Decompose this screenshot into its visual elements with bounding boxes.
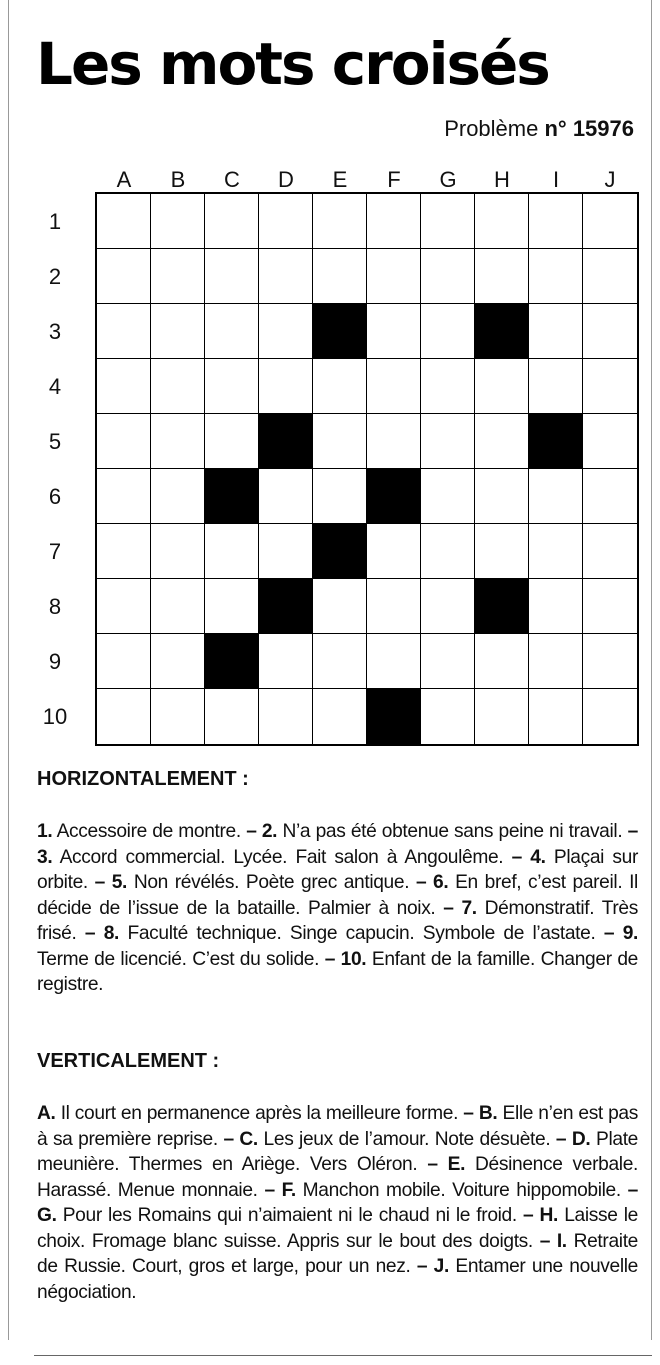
black-cell-c9 bbox=[205, 634, 259, 689]
cell-e1[interactable] bbox=[313, 194, 367, 249]
horizontal-clue-number: 5. bbox=[111, 872, 128, 893]
cell-d3[interactable] bbox=[259, 304, 313, 359]
clue-separator: – bbox=[410, 1256, 434, 1277]
cell-g10[interactable] bbox=[421, 689, 475, 744]
column-label-g: G bbox=[439, 167, 457, 192]
row-label-6: 6 bbox=[48, 484, 62, 509]
clue-separator: – bbox=[319, 948, 341, 970]
cell-e6[interactable] bbox=[313, 469, 367, 524]
horizontal-clue-text: Accessoire de montre. bbox=[56, 821, 241, 842]
cell-j3[interactable] bbox=[583, 304, 637, 359]
cell-a9[interactable] bbox=[97, 634, 151, 689]
cell-i9[interactable] bbox=[529, 634, 583, 689]
vertical-clue-text: Pour les Romains qui n’aimaient ni le chaud ni le froid. bbox=[62, 1205, 517, 1226]
cell-j7[interactable] bbox=[583, 524, 637, 579]
vertical-clue-number: A. bbox=[37, 1103, 56, 1124]
cell-a4[interactable] bbox=[97, 359, 151, 414]
cell-b10[interactable] bbox=[151, 689, 205, 744]
cell-g3[interactable] bbox=[421, 304, 475, 359]
cell-a2[interactable] bbox=[97, 249, 151, 304]
vertical-clue-text: Les jeux de l’amour. Note désuète. bbox=[263, 1128, 551, 1150]
cell-c1[interactable] bbox=[205, 194, 259, 249]
cell-d1[interactable] bbox=[259, 194, 313, 249]
cell-c4[interactable] bbox=[205, 359, 259, 414]
black-cell-c6 bbox=[205, 469, 259, 524]
vertical-clue-text: Elle n’en est pas à sa première reprise. bbox=[37, 1103, 638, 1150]
cell-g7[interactable] bbox=[421, 524, 475, 579]
vertical-clue-number: G. bbox=[37, 1205, 57, 1226]
black-cell-d5 bbox=[259, 414, 313, 469]
cell-f5[interactable] bbox=[367, 414, 421, 469]
vertical-clues bbox=[37, 1101, 638, 1305]
clue-separator: – bbox=[409, 872, 434, 893]
horizontal-clue-number: 9. bbox=[622, 923, 638, 944]
column-label-j: J bbox=[604, 167, 616, 192]
cell-h10[interactable] bbox=[475, 689, 529, 744]
clue-separator: – bbox=[87, 872, 112, 893]
clue-separator: – bbox=[503, 846, 531, 868]
cell-d2[interactable] bbox=[259, 249, 313, 304]
column-label-d: D bbox=[278, 167, 294, 192]
black-cell-h3 bbox=[475, 304, 529, 359]
horizontal-clue-text: Faculté technique. Singe capucin. Symbole de l’astate. bbox=[127, 923, 596, 944]
clue-separator: – bbox=[620, 1179, 638, 1201]
cell-g5[interactable] bbox=[421, 414, 475, 469]
cell-h9[interactable] bbox=[475, 634, 529, 689]
vertical-clue-text: Désinence verbale. Harassé. Menue monnaie. bbox=[37, 1154, 638, 1201]
cell-g1[interactable] bbox=[421, 194, 475, 249]
cell-b6[interactable] bbox=[151, 469, 205, 524]
cell-c2[interactable] bbox=[205, 249, 259, 304]
cell-a10[interactable] bbox=[97, 689, 151, 744]
horizontal-clue-number: 6. bbox=[433, 872, 449, 893]
black-cell-i5 bbox=[529, 414, 583, 469]
cell-i2[interactable] bbox=[529, 249, 583, 304]
column-label-e: E bbox=[332, 167, 348, 192]
row-label-1: 1 bbox=[48, 209, 62, 234]
cell-f2[interactable] bbox=[367, 249, 421, 304]
cell-c10[interactable] bbox=[205, 689, 259, 744]
column-label-c: C bbox=[224, 167, 240, 192]
vertical-clue-number: I. bbox=[556, 1230, 567, 1252]
clue-separator: – bbox=[217, 1128, 240, 1150]
cell-i3[interactable] bbox=[529, 304, 583, 359]
vertical-clue-number: E. bbox=[447, 1154, 466, 1175]
cell-j2[interactable] bbox=[583, 249, 637, 304]
row-label-3: 3 bbox=[48, 319, 62, 344]
cell-b7[interactable] bbox=[151, 524, 205, 579]
cell-f7[interactable] bbox=[367, 524, 421, 579]
right-rule bbox=[651, 0, 652, 1340]
row-label-10: 10 bbox=[42, 704, 68, 729]
cell-h5[interactable] bbox=[475, 414, 529, 469]
vertical-clue-text: Plate meunière. Thermes en Ariège. Vers Oléron. bbox=[37, 1128, 638, 1175]
cell-a6[interactable] bbox=[97, 469, 151, 524]
clue-separator: – bbox=[76, 923, 104, 944]
cell-j1[interactable] bbox=[583, 194, 637, 249]
horizontal-clue-text: Non révélés. Poète grec antique. bbox=[133, 872, 410, 893]
cell-b2[interactable] bbox=[151, 249, 205, 304]
cell-d7[interactable] bbox=[259, 524, 313, 579]
clue-separator: – bbox=[532, 1230, 557, 1252]
cell-g4[interactable] bbox=[421, 359, 475, 414]
cell-d10[interactable] bbox=[259, 689, 313, 744]
clue-separator: – bbox=[435, 897, 462, 919]
cell-c7[interactable] bbox=[205, 524, 259, 579]
cell-f9[interactable] bbox=[367, 634, 421, 689]
cell-c5[interactable] bbox=[205, 414, 259, 469]
horizontal-clue-number: 10. bbox=[340, 948, 367, 970]
black-cell-f6 bbox=[367, 469, 421, 524]
cell-i1[interactable] bbox=[529, 194, 583, 249]
cell-e4[interactable] bbox=[313, 359, 367, 414]
column-label-a: A bbox=[116, 167, 132, 192]
vertical-clue-number: H. bbox=[539, 1205, 559, 1226]
row-label-2: 2 bbox=[48, 264, 62, 289]
horizontal-clues bbox=[37, 819, 638, 998]
clue-separator: – bbox=[550, 1128, 572, 1150]
vertical-clue-number: D. bbox=[571, 1128, 591, 1150]
cell-h1[interactable] bbox=[475, 194, 529, 249]
cell-i8[interactable] bbox=[529, 579, 583, 634]
horizontal-clue-number: 4. bbox=[530, 846, 546, 868]
row-labels bbox=[30, 194, 90, 744]
vertical-clue-number: F. bbox=[281, 1179, 296, 1201]
row-label-5: 5 bbox=[48, 429, 62, 454]
cell-e9[interactable] bbox=[313, 634, 367, 689]
cell-i4[interactable] bbox=[529, 359, 583, 414]
cell-e8[interactable] bbox=[313, 579, 367, 634]
cell-j4[interactable] bbox=[583, 359, 637, 414]
horizontal-clue-number: 2. bbox=[261, 821, 278, 842]
cell-e2[interactable] bbox=[313, 249, 367, 304]
left-rule bbox=[8, 0, 9, 1340]
cell-h6[interactable] bbox=[475, 469, 529, 524]
cell-d6[interactable] bbox=[259, 469, 313, 524]
horizontal-clue-number: 3. bbox=[37, 846, 53, 868]
clue-separator: – bbox=[595, 923, 623, 944]
horizontal-clue-number: 1. bbox=[37, 821, 53, 842]
cell-b5[interactable] bbox=[151, 414, 205, 469]
horizontal-clue-number: 8. bbox=[103, 923, 120, 944]
bottom-rule bbox=[34, 1355, 652, 1356]
vertical-clue-number: J. bbox=[433, 1256, 449, 1277]
horizontal-clue-text: Démonstratif. Très frisé. bbox=[37, 897, 638, 944]
horizontal-clue-text: Terme de licencié. C’est du solide. bbox=[37, 948, 320, 970]
page-title: Les mots croisés bbox=[36, 30, 549, 98]
row-label-7: 7 bbox=[48, 539, 62, 564]
cell-d9[interactable] bbox=[259, 634, 313, 689]
cell-i6[interactable] bbox=[529, 469, 583, 524]
vertical-clue-text: Laisse le choix. Fromage blanc suisse. Appris sur le bout des doigts. bbox=[37, 1205, 638, 1252]
clue-separator: – bbox=[458, 1103, 479, 1124]
horizontal-clue-number: 7. bbox=[461, 897, 477, 919]
cell-f1[interactable] bbox=[367, 194, 421, 249]
cell-i7[interactable] bbox=[529, 524, 583, 579]
black-cell-h8 bbox=[475, 579, 529, 634]
column-label-h: H bbox=[494, 167, 510, 192]
black-cell-d8 bbox=[259, 579, 313, 634]
cell-c8[interactable] bbox=[205, 579, 259, 634]
vertical-clue-number: B. bbox=[478, 1103, 498, 1124]
horizontal-heading: HORIZONTALEMENT : bbox=[37, 768, 249, 790]
cell-h4[interactable] bbox=[475, 359, 529, 414]
cell-a3[interactable] bbox=[97, 304, 151, 359]
cell-h7[interactable] bbox=[475, 524, 529, 579]
cell-g8[interactable] bbox=[421, 579, 475, 634]
cell-b8[interactable] bbox=[151, 579, 205, 634]
clue-separator: – bbox=[257, 1179, 282, 1201]
problem-label bbox=[444, 115, 634, 143]
cell-a5[interactable] bbox=[97, 414, 151, 469]
horizontal-clue-text: Accord commercial. Lycée. Fait salon à Angoulême. bbox=[59, 846, 504, 868]
cell-b9[interactable] bbox=[151, 634, 205, 689]
problem-number: n° 15976 bbox=[544, 116, 634, 141]
vertical-clue-text: Retraite de Russie. Court, gros et large, pour un nez. bbox=[37, 1230, 638, 1277]
clue-separator: – bbox=[516, 1205, 540, 1226]
cell-i10[interactable] bbox=[529, 689, 583, 744]
clue-separator: – bbox=[240, 821, 262, 842]
vertical-clue-text: Il court en permanence après la meilleure forme. bbox=[60, 1103, 459, 1124]
clue-separator: – bbox=[417, 1154, 448, 1175]
horizontal-clue-text: Plaçai sur orbite. bbox=[37, 846, 638, 893]
horizontal-clue-text: Enfant de la famille. Changer de registre. bbox=[37, 948, 638, 995]
row-label-4: 4 bbox=[48, 374, 62, 399]
cell-e10[interactable] bbox=[313, 689, 367, 744]
cell-a1[interactable] bbox=[97, 194, 151, 249]
cell-b3[interactable] bbox=[151, 304, 205, 359]
cell-g2[interactable] bbox=[421, 249, 475, 304]
column-label-b: B bbox=[170, 167, 186, 192]
cell-b4[interactable] bbox=[151, 359, 205, 414]
cell-c3[interactable] bbox=[205, 304, 259, 359]
horizontal-clue-text: En bref, c’est pareil. Il décide de l’issue de la bataille. Palmier à noix. bbox=[37, 872, 638, 919]
cell-f4[interactable] bbox=[367, 359, 421, 414]
clue-separator: – bbox=[622, 821, 638, 842]
cell-g6[interactable] bbox=[421, 469, 475, 524]
column-labels bbox=[97, 166, 637, 194]
row-label-8: 8 bbox=[48, 594, 62, 619]
column-label-f: F bbox=[387, 167, 401, 192]
horizontal-clue-text: N’a pas été obtenue sans peine ni travail. bbox=[282, 821, 623, 842]
cell-h2[interactable] bbox=[475, 249, 529, 304]
vertical-heading: VERTICALEMENT : bbox=[37, 1050, 220, 1072]
cell-d4[interactable] bbox=[259, 359, 313, 414]
vertical-clue-text: Manchon mobile. Voiture hippomobile. bbox=[302, 1179, 621, 1201]
black-cell-f10 bbox=[367, 689, 421, 744]
cell-j8[interactable] bbox=[583, 579, 637, 634]
black-cell-e3 bbox=[313, 304, 367, 359]
problem-word: Problème bbox=[444, 116, 539, 141]
cell-a8[interactable] bbox=[97, 579, 151, 634]
cell-j9[interactable] bbox=[583, 634, 637, 689]
vertical-clue-text: Entamer une nouvelle négociation. bbox=[37, 1256, 638, 1303]
cell-a7[interactable] bbox=[97, 524, 151, 579]
cell-f3[interactable] bbox=[367, 304, 421, 359]
cell-j10[interactable] bbox=[583, 689, 637, 744]
row-label-9: 9 bbox=[48, 649, 62, 674]
cell-j6[interactable] bbox=[583, 469, 637, 524]
cell-b1[interactable] bbox=[151, 194, 205, 249]
cell-e5[interactable] bbox=[313, 414, 367, 469]
cell-j5[interactable] bbox=[583, 414, 637, 469]
cell-f8[interactable] bbox=[367, 579, 421, 634]
vertical-clue-number: C. bbox=[239, 1128, 258, 1150]
crossword-grid bbox=[95, 192, 639, 746]
column-label-i: I bbox=[552, 167, 560, 192]
black-cell-e7 bbox=[313, 524, 367, 579]
cell-g9[interactable] bbox=[421, 634, 475, 689]
